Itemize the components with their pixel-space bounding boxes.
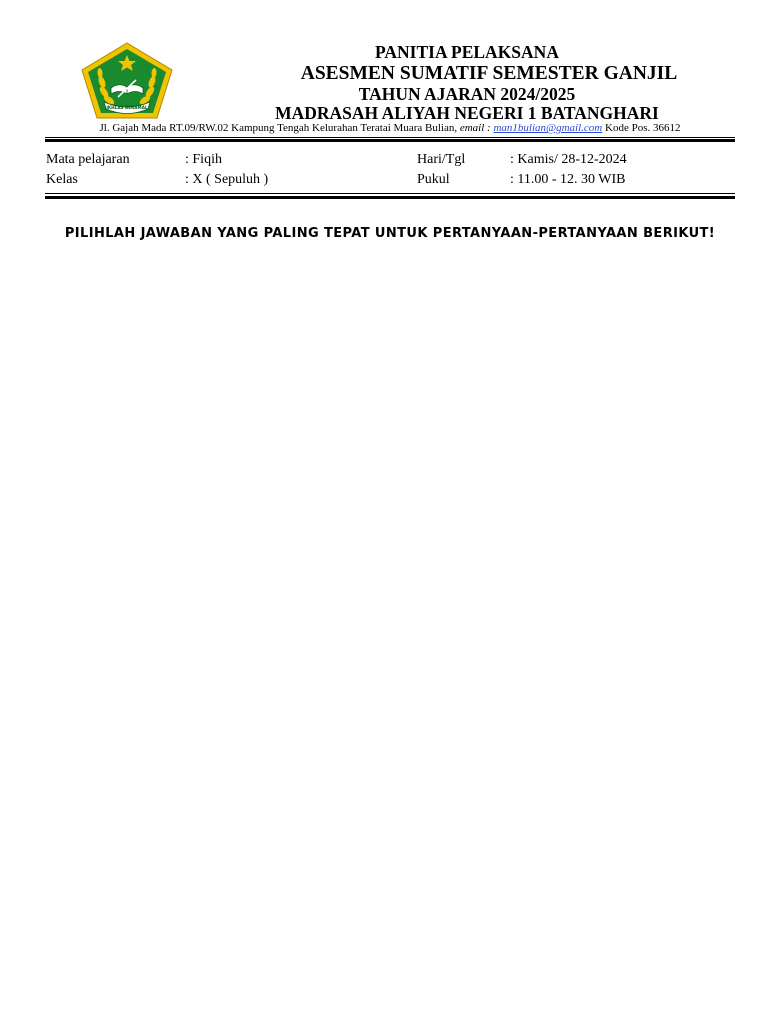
email-label: email :	[459, 122, 491, 134]
kemenag-emblem-icon	[80, 42, 174, 120]
address-text: Jl. Gajah Mada RT.09/RW.02 Kampung Tengah Kelurahan Teratai Muara Bulian,	[99, 122, 458, 134]
email-link[interactable]: man1bulian@gmail.com	[493, 122, 603, 134]
class-label: Kelas	[46, 172, 78, 187]
academic-year: TAHUN AJARAN 2024/2025	[358, 84, 576, 104]
header-divider-thin	[45, 137, 735, 138]
info-divider-thin	[45, 193, 735, 194]
postal-code: Kode Pos. 36612	[605, 122, 681, 134]
class-value: : X ( Sepuluh )	[185, 172, 269, 187]
school-name: MADRASAH ALIYAH NEGERI 1 BATANGHARI	[275, 103, 659, 123]
exam-title: ASESMEN SUMATIF SEMESTER GANJIL	[300, 63, 678, 84]
subject-label: Mata pelajaran	[46, 152, 130, 167]
instruction-text: PILIHLAH JAWABAN YANG PALING TEPAT UNTUK PERTANYAAN-PERTANYAAN BERIKUT!	[64, 226, 716, 241]
subject-value: : Fiqih	[185, 152, 222, 167]
info-divider-thick	[45, 196, 735, 199]
time-label: Pukul	[417, 172, 450, 187]
committee-title: PANITIA PELAKSANA	[375, 42, 559, 62]
svg-text:IKHLAS BERAMAL: IKHLAS BERAMAL	[106, 105, 148, 110]
header-divider-thick	[45, 139, 735, 142]
time-value: : 11.00 - 12. 30 WIB	[510, 172, 626, 187]
date-value: : Kamis/ 28-12-2024	[510, 152, 627, 167]
date-label: Hari/Tgl	[417, 152, 466, 167]
school-address	[46, 123, 734, 134]
